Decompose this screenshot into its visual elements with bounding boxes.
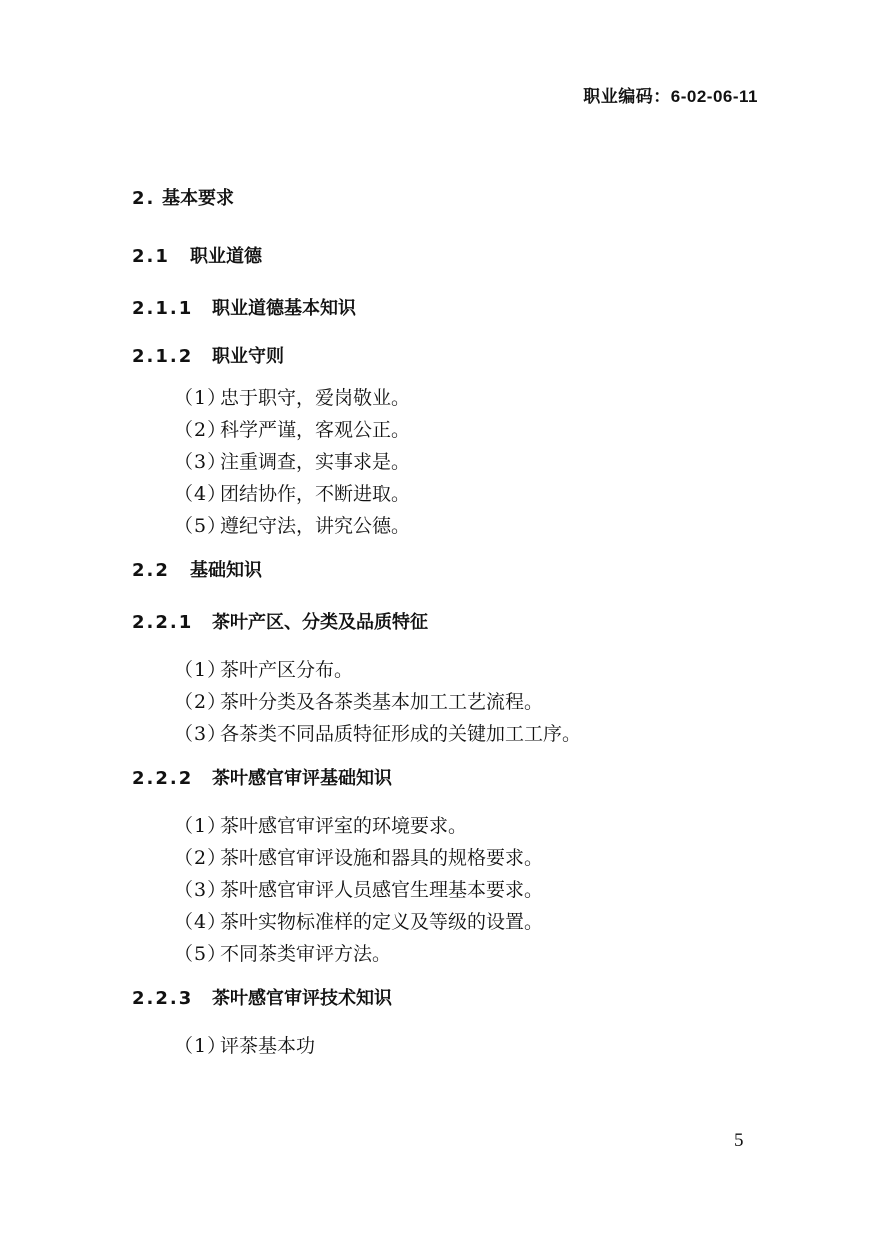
list-item xyxy=(174,478,752,510)
list-item xyxy=(174,842,752,874)
section-title: 职业道德基本知识 xyxy=(212,298,356,319)
section-number: 2.2 xyxy=(132,560,170,581)
item-text: 不同茶类审评方法。 xyxy=(220,943,392,965)
item-marker: （1） xyxy=(174,659,228,681)
section-title: 茶叶产区、分类及品质特征 xyxy=(212,612,428,633)
document-body xyxy=(132,186,752,1062)
page-number: 5 xyxy=(734,1130,744,1151)
item-text: 评茶基本功 xyxy=(220,1035,316,1057)
section-heading-2-2-1 xyxy=(132,610,752,636)
section-number: 2.2.3 xyxy=(132,988,194,1009)
item-marker: （1） xyxy=(174,1035,228,1057)
section-title: 职业道德 xyxy=(190,246,262,267)
item-text: 科学严谨，客观公正。 xyxy=(220,419,411,441)
item-marker: （1） xyxy=(174,815,228,837)
sensory-evaluation-techniques-list xyxy=(132,1030,752,1062)
code-of-conduct-list xyxy=(132,382,752,542)
item-text: 茶叶产区分布。 xyxy=(220,659,354,681)
item-text: 茶叶感官审评设施和器具的规格要求。 xyxy=(220,847,544,869)
list-item xyxy=(174,810,752,842)
list-item xyxy=(174,686,752,718)
list-item xyxy=(174,446,752,478)
section-number: 2.2.2 xyxy=(132,768,194,789)
item-marker: （5） xyxy=(174,515,228,537)
item-marker: （4） xyxy=(174,911,228,933)
item-marker: （3） xyxy=(174,723,228,745)
item-text: 茶叶感官审评室的环境要求。 xyxy=(220,815,468,837)
section-title: 基本要求 xyxy=(162,188,234,209)
list-item xyxy=(174,1030,752,1062)
section-number: 2.2.1 xyxy=(132,612,194,633)
section-heading-2-2-3 xyxy=(132,986,752,1012)
list-item xyxy=(174,906,752,938)
list-item xyxy=(174,938,752,970)
list-item xyxy=(174,510,752,542)
item-marker: （4） xyxy=(174,483,228,505)
item-marker: （2） xyxy=(174,847,228,869)
sensory-evaluation-basics-list xyxy=(132,810,752,970)
list-item xyxy=(174,382,752,414)
section-heading-2 xyxy=(132,186,752,212)
section-title: 基础知识 xyxy=(190,560,262,581)
item-text: 团结协作，不断进取。 xyxy=(220,483,411,505)
section-number: 2.1 xyxy=(132,246,170,267)
item-marker: （1） xyxy=(174,387,228,409)
section-number: 2.1.1 xyxy=(132,298,194,319)
occupation-code: 职业编码：6-02-06-11 xyxy=(583,87,758,106)
section-title: 茶叶感官审评基础知识 xyxy=(212,768,392,789)
item-text: 各茶类不同品质特征形成的关键加工工序。 xyxy=(220,723,582,745)
item-marker: （2） xyxy=(174,691,228,713)
section-heading-2-1-2 xyxy=(132,344,752,370)
section-heading-2-2 xyxy=(132,558,752,584)
item-text: 忠于职守，爱岗敬业。 xyxy=(220,387,411,409)
item-text: 遵纪守法，讲究公德。 xyxy=(220,515,411,537)
item-text: 茶叶分类及各茶类基本加工工艺流程。 xyxy=(220,691,544,713)
section-number: 2.1.2 xyxy=(132,346,194,367)
section-heading-2-1-1 xyxy=(132,296,752,322)
list-item xyxy=(174,654,752,686)
item-marker: （3） xyxy=(174,451,228,473)
section-title: 茶叶感官审评技术知识 xyxy=(212,988,392,1009)
item-text: 茶叶感官审评人员感官生理基本要求。 xyxy=(220,879,544,901)
section-heading-2-2-2 xyxy=(132,766,752,792)
item-marker: （2） xyxy=(174,419,228,441)
section-number: 2. xyxy=(132,188,156,209)
item-marker: （3） xyxy=(174,879,228,901)
list-item xyxy=(174,718,752,750)
item-marker: （5） xyxy=(174,943,228,965)
section-heading-2-1 xyxy=(132,244,752,270)
item-text: 茶叶实物标准样的定义及等级的设置。 xyxy=(220,911,544,933)
tea-regions-list xyxy=(132,654,752,750)
list-item xyxy=(174,874,752,906)
list-item xyxy=(174,414,752,446)
section-title: 职业守则 xyxy=(212,346,284,367)
item-text: 注重调查，实事求是。 xyxy=(220,451,411,473)
